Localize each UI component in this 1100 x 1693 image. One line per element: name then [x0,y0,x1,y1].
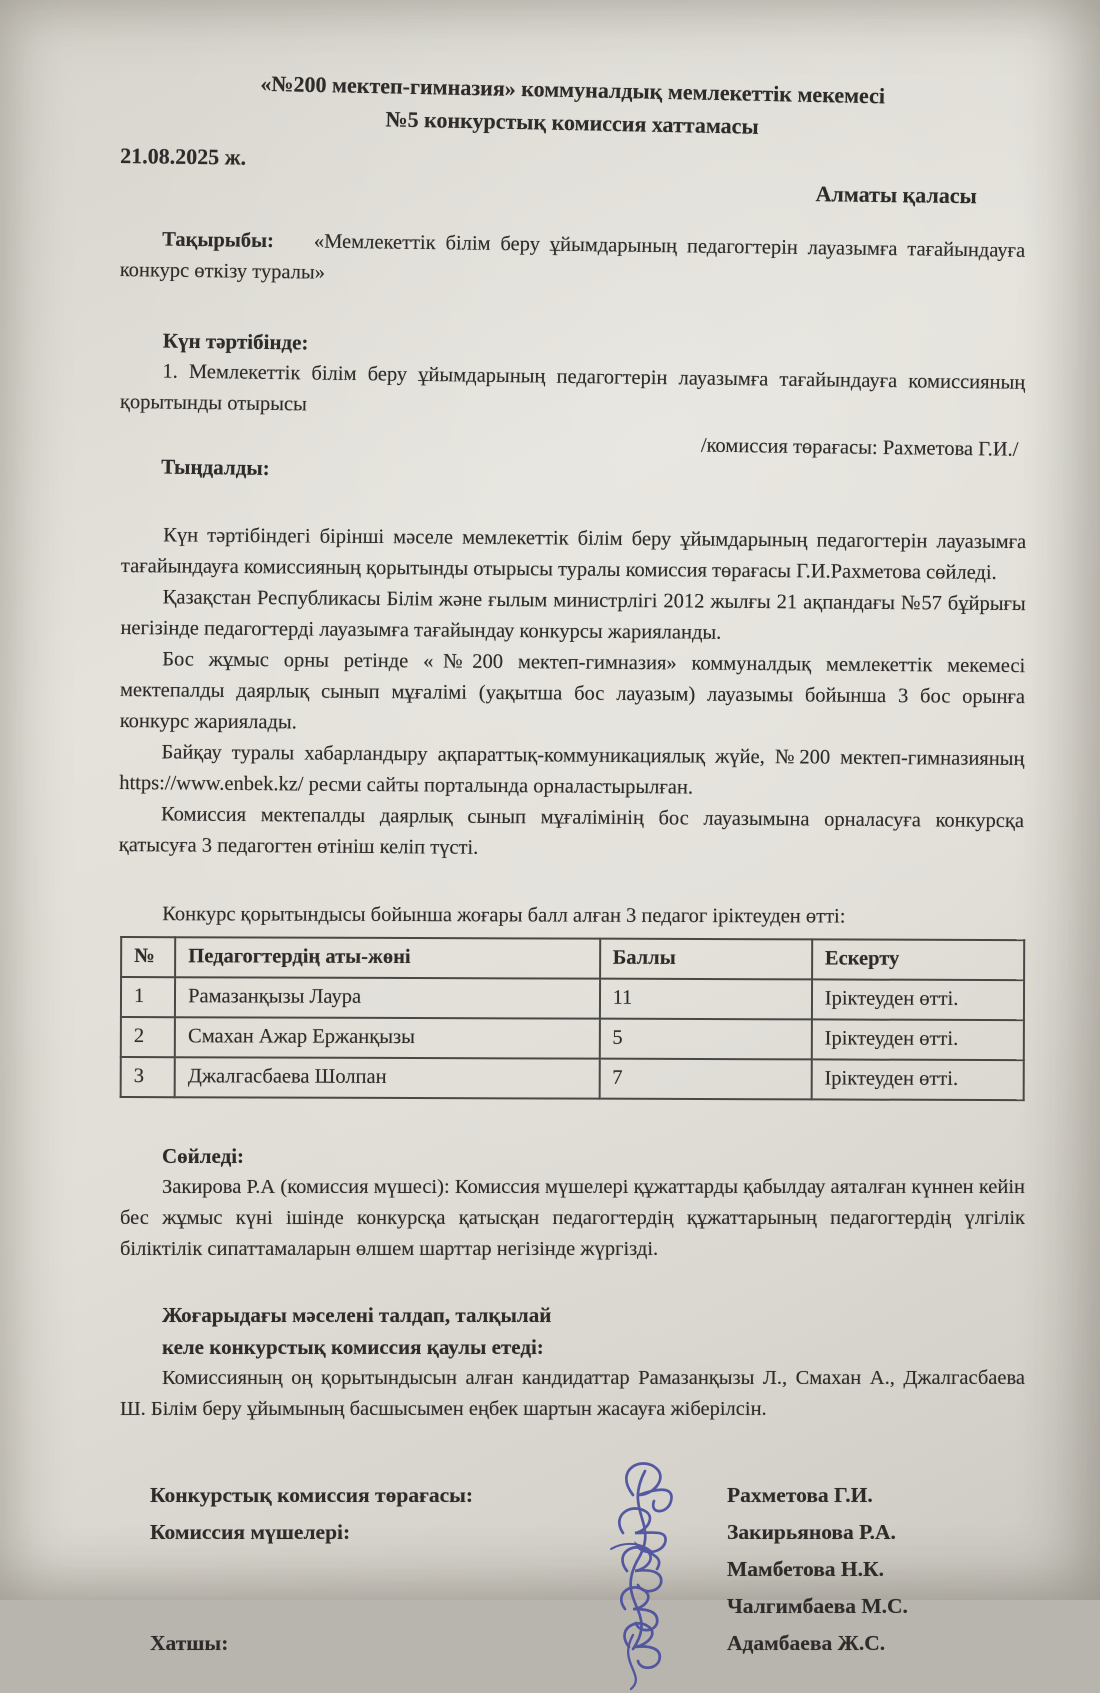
cell-score: 7 [599,1059,811,1100]
signature-name: Закирьянова Р.А. [727,1520,896,1544]
cell-name: Джалгасбаева Шолпан [175,1057,600,1098]
cell-num: 3 [121,1057,175,1097]
decision-heading-line1: Жоғарыдағы мәселені талдап, талқылай [162,1303,552,1327]
body-paragraph-1: Күн тәртібіндегі бірінші мәселе мемлекеттік білім беру ұйымдарының педагогтерін лауазымға тағайындауға комиссияның қорытынды отырысы туралы комиссия төрағасы Г.И.Рахметова сөйледі. [120,524,1027,584]
chairman-note: /комиссия төрағасы: Рахметова Г.И./ [700,434,1019,461]
cell-note: Іріктеуден өтті. [811,1059,1023,1100]
document-header [119,64,1025,148]
spoke-block [120,1140,1025,1265]
cell-note: Іріктеуден өтті. [812,979,1024,1020]
document-title-line1: «№200 мектеп-гимназия» коммуналдық мемлекеттік мекемесі [260,70,886,109]
agenda-item-1: 1. Мемлекеттік білім беру ұйымдарының педагогтерін лауазымға тағайындауға комиссияның қорытынды отырысы [119,360,1026,416]
header-cell-note: Ескерту [812,939,1024,980]
table-caption: Конкурс қорытындысы бойынша жоғары балл алған 3 педагог іріктеуден өтті: [162,903,846,928]
table-row [121,977,1024,1020]
body-paragraph-4: Байқау туралы хабарландыру ақпараттық-коммуникациялық жүйе, №200 мектеп-гимназияның https://www.enbek.kz/ ресми сайты порталында орналастырылған. [119,741,1025,799]
results-table [120,936,1026,1101]
document-title-line2: №5 конкурстық комиссия хаттамасы [385,106,759,139]
signature-name: Мамбетова Н.К. [727,1557,884,1581]
signatures-section [120,1477,1025,1662]
document-content [120,64,1025,1662]
results-block [120,899,1026,1101]
signature-name: Рахметова Г.И. [727,1483,873,1507]
heard-heading: Тыңдалды: [161,454,270,480]
document-date: 21.08.2025 ж. [120,143,247,170]
cell-name: Смахан Ажар Ержанқызы [175,1017,600,1058]
decision-block [120,1299,1025,1425]
topic-block [120,224,1026,298]
date-city-block [120,143,1026,210]
topic-text: «Мемлекеттік білім беру ұйымдарының педагогтерін лауазымға тағайындауға конкурс өткізу туралы» [119,230,1026,284]
signature-name: Чалгимбаева М.С. [727,1594,908,1618]
agenda-heading: Күн тәртібінде: [162,328,309,355]
header-cell-name: Педагогтердің аты-жөні [175,937,600,978]
document-city: Алматы қаласы [815,181,977,209]
body-paragraph-2: Қазақстан Республикасы Білім және ғылым министрлігі 2012 жылғы 21 ақпандағы №57 бұйрығы негізінде педагогтерді лауазымға тағайындау конкурсы жарияланды. [120,586,1026,644]
body-paragraphs [119,520,1027,868]
secretary-label: Хатшы: [150,1631,229,1655]
cell-num: 1 [121,977,175,1017]
chairman-label: Конкурстық комиссия төрағасы: [150,1483,474,1507]
header-cell-num: № [121,937,175,977]
members-label: Комиссия мүшелері: [150,1520,351,1544]
body-paragraph-5: Комиссия мектепалды даярлық сынып мұғалімінің бос лауазымына орналасуға конкурсқа қатысуға 3 педагогтен өтініш келіп түсті. [118,803,1025,859]
agenda-block [119,324,1026,494]
decision-paragraph: Комиссияның оң қорытындысын алған кандидаттар Рамазанқызы Л., Смахан А., Джалгасбаева Ш. Білім беру ұйымының басшысымен еңбек шартын жасауға жіберілсін. [120,1367,1025,1420]
decision-heading-line2: келе конкурстық комиссия қаулы етеді: [162,1335,544,1359]
topic-label: Тақырыбы: [162,228,275,253]
table-row [121,1057,1024,1100]
table-row [121,1017,1024,1060]
header-cell-score: Баллы [600,939,812,980]
spoke-paragraph: Закирова Р.А (комиссия мүшесі): Комиссия мүшелері құжаттарды қабылдау аяталған күннен кейін бес жұмыс күні ішінде конкурсқа қатысқан педагогтердің құжаттарының педагогтердің үлгілік біліктілік сипаттамаларын өлшем шарттар негізінде жүргізді. [120,1176,1025,1260]
cell-num: 2 [121,1017,175,1057]
cell-note: Іріктеуден өтті. [812,1019,1024,1060]
cell-score: 11 [600,979,812,1020]
spoke-heading: Сөйледі: [162,1144,245,1168]
cell-name: Рамазанқызы Лаура [175,977,600,1018]
cell-score: 5 [599,1019,811,1060]
table-header-row [121,937,1024,980]
signature-name: Адамбаева Ж.С. [727,1631,886,1655]
body-paragraph-3: Бос жұмыс орны ретінде «№200 мектеп-гимназия» коммуналдық мемлекеттік мекемесі мектепалды даярлық сынып мұғалімі (уақытша бос лауазым) лауазымы бойынша 3 бос орынға конкурс жариялады. [119,648,1026,734]
